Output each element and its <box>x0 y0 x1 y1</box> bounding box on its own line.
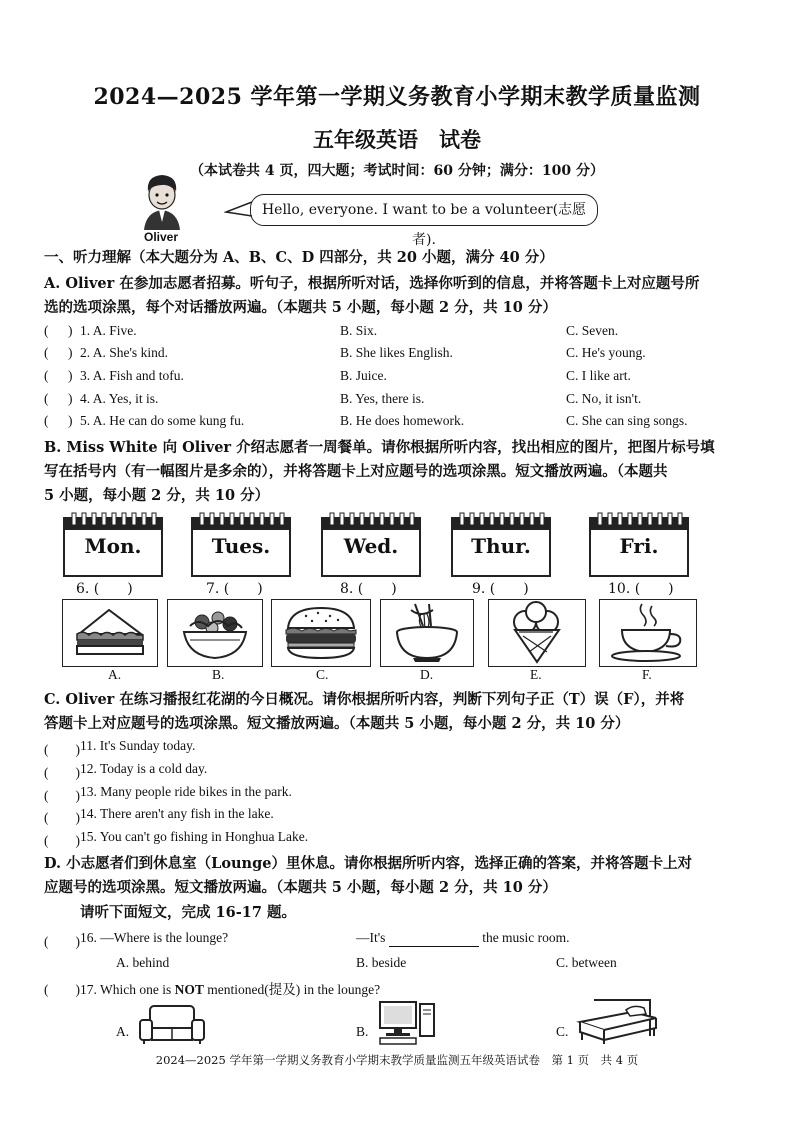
question-16-option-c: C. between <box>556 955 617 970</box>
sectionD-lead: 请听下面短文，完成 16-17 题。 <box>80 904 296 921</box>
question-13-paren[interactable]: ( ) <box>44 788 80 803</box>
question-2-option-c: C. He's young. <box>566 345 646 360</box>
question-3-option-b: B. Juice. <box>340 368 387 383</box>
calendar-thur <box>450 512 552 578</box>
calendar-wed <box>320 512 422 578</box>
question-17-paren[interactable]: ( ) <box>44 982 80 997</box>
question-16-option-b: B. beside <box>356 955 407 970</box>
sofa-icon <box>136 1002 208 1046</box>
calendar-fri <box>588 512 690 578</box>
answer-blank-8[interactable]: 8. ( ) <box>340 581 397 597</box>
question-16-answer <box>356 930 570 947</box>
picture-d-label: D. <box>420 667 434 682</box>
picture-f <box>599 599 697 667</box>
question-5-option-b: B. He does homework. <box>340 413 465 428</box>
question-13: 13. Many people ride bikes in the park. <box>80 784 292 799</box>
question-17-option-a: A. <box>116 1024 130 1039</box>
calendar-day-label: Tues. <box>211 534 271 558</box>
calendar-day-label: Fri. <box>619 534 659 558</box>
question-5-paren[interactable]: ( <box>44 413 49 428</box>
sectionA-instruction-1: A. Oliver 在参加志愿者招募。听句子，根据所听对话，选择你听到的信息，并将答题卡上对应题号所 <box>44 275 700 292</box>
answer-suffix: the music room. <box>482 930 570 945</box>
stem-part: 17. Which one is <box>80 982 175 997</box>
question-17-stem <box>80 978 380 998</box>
question-11-paren[interactable]: ( ) <box>44 742 80 757</box>
picture-b <box>167 599 263 667</box>
question-1-option-b: B. Six. <box>340 323 378 338</box>
question-3-option-c: C. I like art. <box>566 368 631 383</box>
sectionC-instruction-2: 答题卡上对应题号的选项涂黑。短文播放两遍。（本题共 5 小题，每小题 2 分，共 10 分） <box>44 715 630 732</box>
picture-e-label: E. <box>530 667 542 682</box>
paren-close: ) <box>68 368 73 383</box>
stem-part: mentioned(提及) in the lounge? <box>203 982 381 997</box>
question-12-paren[interactable]: ( ) <box>44 765 80 780</box>
question-14: 14. There aren't any fish in the lake. <box>80 806 274 821</box>
question-5-option-a: 5. A. He can do some kung fu. <box>80 413 245 428</box>
hamburger-icon <box>272 600 370 666</box>
question-2-option-a: 2. A. She's kind. <box>80 345 168 360</box>
sectionB-instruction-2: 写在括号内（有一幅图片是多余的），并将答题卡上对应题号的选项涂黑。短文播放两遍。（本题共 <box>44 463 668 480</box>
picture-d <box>380 599 474 667</box>
paren-close: ) <box>68 413 73 428</box>
boy-character-icon <box>138 170 186 230</box>
speech-bubble: Hello, everyone. I want to be a volunteer(志愿者). <box>250 194 598 226</box>
computer-icon <box>376 998 440 1046</box>
sectionD-instruction-2: 应题号的选项涂黑。短文播放两遍。（本题共 5 小题，每小题 2 分，共 10 分） <box>44 879 557 896</box>
sectionA-instruction-2: 选的选项涂黑，每个对话播放两遍。（本题共 5 小题，每小题 2 分，共 10 分） <box>44 299 557 316</box>
question-4-option-b: B. Yes, there is. <box>340 391 425 406</box>
picture-c <box>271 599 371 667</box>
calendar-day-label: Thur. <box>471 534 531 558</box>
question-3-option-a: 3. A. Fish and tofu. <box>80 368 184 383</box>
sandwich-icon <box>63 600 157 666</box>
picture-a-label: A. <box>108 667 122 682</box>
question-11: 11. It's Sunday today. <box>80 738 196 753</box>
paren-close: ) <box>68 323 73 338</box>
question-16-paren[interactable]: ( ) <box>44 934 80 949</box>
question-4-option-c: C. No, it isn't. <box>566 391 642 406</box>
ice-cream-icon <box>489 600 585 666</box>
question-12: 12. Today is a cold day. <box>80 761 208 776</box>
question-16-option-a: A. behind <box>116 955 170 970</box>
paren-close: ) <box>68 391 73 406</box>
part1-heading: 一、听力理解（本大题分为 A、B、C、D 四部分，共 20 小题，满分 40 分） <box>44 249 554 266</box>
question-1-option-a: 1. A. Five. <box>80 323 137 338</box>
calendar-day-label: Wed. <box>343 534 399 558</box>
noodles-icon <box>381 600 473 666</box>
sectionC-instruction-1: C. Oliver 在练习播报红花湖的今日概况。请你根据所听内容，判断下列句子正（T）误（F），并将 <box>44 691 685 708</box>
picture-a <box>62 599 158 667</box>
sectionB-instruction-3: 5 小题，每小题 2 分，共 10 分） <box>44 487 270 504</box>
salad-icon <box>168 600 262 666</box>
exam-subtitle: 五年级英语 试卷 <box>313 127 481 152</box>
question-1-option-c: C. Seven. <box>566 323 619 338</box>
picture-b-label: B. <box>212 667 225 682</box>
tea-cup-icon <box>600 600 696 666</box>
bed-icon <box>574 996 660 1046</box>
stem-emphasis: NOT <box>174 982 204 997</box>
sectionB-instruction-1: B. Miss White 向 Oliver 介绍志愿者一周餐单。请你根据所听内容，找出相应的图片，把图片标号填 <box>44 439 715 456</box>
exam-title: 2024—2025 学年第一学期义务教育小学期末教学质量监测 <box>93 84 701 110</box>
question-15: 15. You can't go fishing in Honghua Lake. <box>80 829 309 844</box>
answer-blank-10[interactable]: 10. ( ) <box>608 581 674 597</box>
sectionD-instruction-1: D. 小志愿者们到休息室（Lounge）里休息。请你根据所听内容，选择正确的答案，并将答题卡上对 <box>44 855 692 872</box>
paren-close: ) <box>68 345 73 360</box>
answer-blank-6[interactable]: 6. ( ) <box>76 581 133 597</box>
question-15-paren[interactable]: ( ) <box>44 833 80 848</box>
question-4-paren[interactable]: ( <box>44 391 49 406</box>
answer-blank-9[interactable]: 9. ( ) <box>472 581 529 597</box>
page-footer: 2024—2025 学年第一学期义务教育小学期末教学质量监测五年级英语试卷 第 1 页 共 4 页 <box>155 1053 639 1067</box>
calendar-tues <box>190 512 292 578</box>
fill-blank[interactable] <box>389 930 479 947</box>
picture-e <box>488 599 586 667</box>
answer-prefix: —It's <box>356 930 386 945</box>
exam-info: （本试卷共 4 页，四大题；考试时间：60 分钟；满分：100 分） <box>190 163 604 179</box>
calendar-day-label: Mon. <box>84 534 142 558</box>
character-name: Oliver <box>144 230 179 244</box>
picture-f-label: F. <box>642 667 652 682</box>
answer-blank-7[interactable]: 7. ( ) <box>206 581 263 597</box>
question-17-option-c: C. <box>556 1024 569 1039</box>
question-2-option-b: B. She likes English. <box>340 345 453 360</box>
calendar-mon <box>62 512 164 578</box>
question-2-paren[interactable]: ( <box>44 345 49 360</box>
picture-c-label: C. <box>316 667 329 682</box>
question-4-option-a: 4. A. Yes, it is. <box>80 391 159 406</box>
question-1-paren[interactable]: ( <box>44 323 49 338</box>
question-14-paren[interactable]: ( ) <box>44 810 80 825</box>
question-3-paren[interactable]: ( <box>44 368 49 383</box>
question-17-option-b: B. <box>356 1024 369 1039</box>
question-16-stem: 16. —Where is the lounge? <box>80 930 229 945</box>
question-5-option-c: C. She can sing songs. <box>566 413 688 428</box>
